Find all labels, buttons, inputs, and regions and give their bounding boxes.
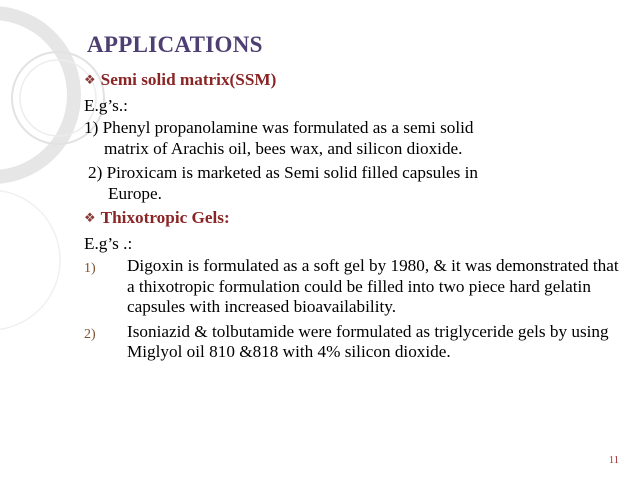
diamond-bullet-icon: ❖ <box>84 72 96 87</box>
eg-label: E.g’s .: <box>84 233 133 253</box>
slide-body <box>84 70 629 367</box>
list-item: 2) Piroxicam is marketed as Semi solid filled capsules in Europe. <box>88 163 478 203</box>
list-number: 2) <box>84 326 96 342</box>
list-number: 1) <box>84 261 96 276</box>
bullet-semi-solid-matrix: ❖ Semi solid matrix(SSM) <box>84 70 277 89</box>
page-number: 11 <box>608 455 619 466</box>
eg-label: E.g’s.: <box>84 95 128 115</box>
list-item: 2) Isoniazid & tolbutamide were formulated as triglyceride gels by using Miglyol oil 810 &818 with 4% silicon dioxide. <box>84 321 609 361</box>
list-item: 1) Digoxin is formulated as a soft gel by 1980, & it was demonstrated that a thixotropic formulation could be filled into two piece hard gelatin capsules with increased bioavailability. <box>84 256 619 316</box>
list-item: 1) Phenyl propanolamine was formulated as a semi solid matrix of Arachis oil, bees wax, and silicon dioxide. <box>84 118 474 158</box>
bullet-thixotropic-gels: ❖ Thixotropic Gels: <box>84 208 230 227</box>
diamond-bullet-icon: ❖ <box>84 210 96 225</box>
slide-title: APPLICATIONS <box>87 32 263 57</box>
